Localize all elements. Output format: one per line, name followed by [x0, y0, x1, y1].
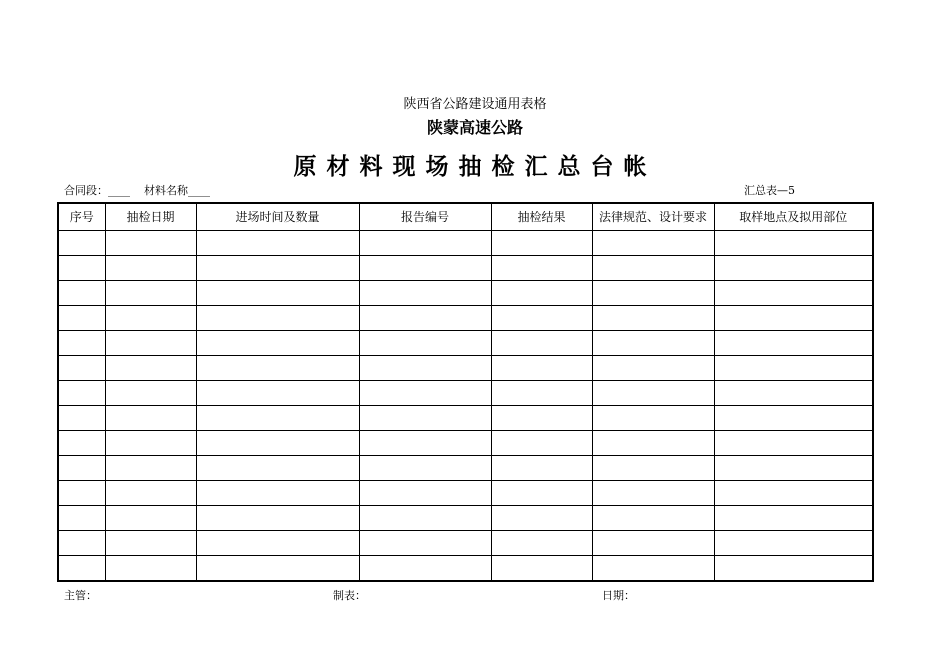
table-cell: [714, 231, 873, 256]
table-cell: [491, 231, 592, 256]
form-number: 汇总表—5: [744, 184, 795, 197]
table-cell: [196, 556, 359, 582]
table-cell: [714, 381, 873, 406]
table-cell: [58, 506, 105, 531]
table-cell: [491, 281, 592, 306]
table-cell: [491, 331, 592, 356]
date-label: 日期：: [602, 589, 635, 602]
table-cell: [196, 256, 359, 281]
table-cell: [359, 556, 491, 582]
table-row: [58, 506, 873, 531]
table-cell: [196, 356, 359, 381]
table-cell: [714, 431, 873, 456]
table-cell: [592, 456, 714, 481]
table-cell: [58, 431, 105, 456]
table-row: [58, 481, 873, 506]
table-cell: [58, 306, 105, 331]
table-cell: [196, 481, 359, 506]
table-cell: [592, 356, 714, 381]
table-cell: [592, 231, 714, 256]
table-cell: [105, 481, 196, 506]
table-cell: [359, 231, 491, 256]
table-cell: [196, 406, 359, 431]
column-header-report-number: 报告编号: [359, 203, 491, 231]
table-cell: [359, 306, 491, 331]
table-cell: [196, 306, 359, 331]
table-cell: [359, 256, 491, 281]
table-cell: [359, 356, 491, 381]
table-cell: [196, 231, 359, 256]
table-cell: [105, 231, 196, 256]
table-cell: [592, 281, 714, 306]
table-row: [58, 256, 873, 281]
table-cell: [58, 481, 105, 506]
table-cell: [714, 481, 873, 506]
table-cell: [359, 281, 491, 306]
table-cell: [592, 256, 714, 281]
table-cell: [359, 531, 491, 556]
column-header-spec-requirements: 法律规范、设计要求: [592, 203, 714, 231]
table-cell: [359, 381, 491, 406]
column-header-inspection-date: 抽检日期: [105, 203, 196, 231]
table-cell: [105, 331, 196, 356]
table-header-row: [58, 203, 873, 231]
table-cell: [714, 406, 873, 431]
table-cell: [196, 381, 359, 406]
table-cell: [714, 531, 873, 556]
table-cell: [592, 556, 714, 582]
table-cell: [196, 431, 359, 456]
table-cell: [196, 331, 359, 356]
table-cell: [714, 356, 873, 381]
table-cell: [105, 381, 196, 406]
table-cell: [58, 456, 105, 481]
table-row: [58, 381, 873, 406]
table-cell: [58, 356, 105, 381]
project-name: 陕蒙高速公路: [426, 118, 523, 137]
table-cell: [714, 556, 873, 582]
table-cell: [359, 431, 491, 456]
prepared-by-label: 制表：: [333, 589, 366, 602]
table-cell: [359, 331, 491, 356]
table-cell: [58, 381, 105, 406]
table-cell: [714, 456, 873, 481]
table-row: [58, 431, 873, 456]
table-cell: [491, 356, 592, 381]
meta-left: [64, 182, 210, 198]
table-cell: [359, 506, 491, 531]
table-row: [58, 456, 873, 481]
table-row: [58, 356, 873, 381]
table-cell: [58, 331, 105, 356]
table-cell: [359, 481, 491, 506]
page-title: 原材料现场抽检汇总台帐: [293, 154, 657, 180]
table-cell: [491, 256, 592, 281]
table-cell: [58, 406, 105, 431]
table-cell: [58, 556, 105, 582]
column-header-arrival-time-quantity: 进场时间及数量: [196, 203, 359, 231]
column-header-serial: 序号: [58, 203, 105, 231]
table-cell: [58, 531, 105, 556]
table-cell: [105, 406, 196, 431]
table-cell: [592, 506, 714, 531]
table-row: [58, 331, 873, 356]
table-cell: [105, 531, 196, 556]
table-cell: [592, 431, 714, 456]
table-cell: [491, 381, 592, 406]
column-header-inspection-result: 抽检结果: [491, 203, 592, 231]
table-cell: [105, 506, 196, 531]
table-cell: [714, 506, 873, 531]
form-source-line: 陕西省公路建设通用表格: [403, 97, 547, 112]
table-row: [58, 306, 873, 331]
table-cell: [58, 256, 105, 281]
table-row: [58, 556, 873, 582]
table-cell: [592, 306, 714, 331]
table-cell: [592, 381, 714, 406]
table-cell: [105, 281, 196, 306]
table-row: [58, 231, 873, 256]
table-cell: [359, 406, 491, 431]
table-cell: [196, 506, 359, 531]
table-cell: [105, 306, 196, 331]
table-cell: [714, 331, 873, 356]
table-cell: [491, 456, 592, 481]
table-cell: [592, 406, 714, 431]
table-cell: [196, 281, 359, 306]
contract-section-label: 合同段：____: [64, 184, 130, 197]
table-cell: [592, 331, 714, 356]
table-cell: [491, 481, 592, 506]
table-cell: [196, 456, 359, 481]
table-cell: [714, 306, 873, 331]
table-cell: [359, 456, 491, 481]
table-cell: [491, 531, 592, 556]
table-cell: [196, 531, 359, 556]
table-cell: [491, 306, 592, 331]
table-cell: [491, 556, 592, 582]
table-cell: [105, 556, 196, 582]
column-header-sampling-location-use: 取样地点及拟用部位: [714, 203, 873, 231]
table-cell: [105, 256, 196, 281]
table-cell: [714, 256, 873, 281]
table-cell: [105, 356, 196, 381]
table-cell: [491, 506, 592, 531]
table-cell: [105, 431, 196, 456]
material-name-label: 材料名称____: [144, 184, 210, 197]
table-cell: [491, 406, 592, 431]
table-cell: [105, 456, 196, 481]
supervisor-label: 主管：: [64, 589, 97, 602]
table-cell: [58, 231, 105, 256]
table-cell: [491, 431, 592, 456]
table-cell: [714, 281, 873, 306]
ledger-table: [57, 202, 874, 582]
table-row: [58, 406, 873, 431]
table-row: [58, 281, 873, 306]
table-cell: [58, 281, 105, 306]
table-cell: [592, 481, 714, 506]
table-cell: [592, 531, 714, 556]
table-row: [58, 531, 873, 556]
ledger-body: [58, 231, 873, 582]
